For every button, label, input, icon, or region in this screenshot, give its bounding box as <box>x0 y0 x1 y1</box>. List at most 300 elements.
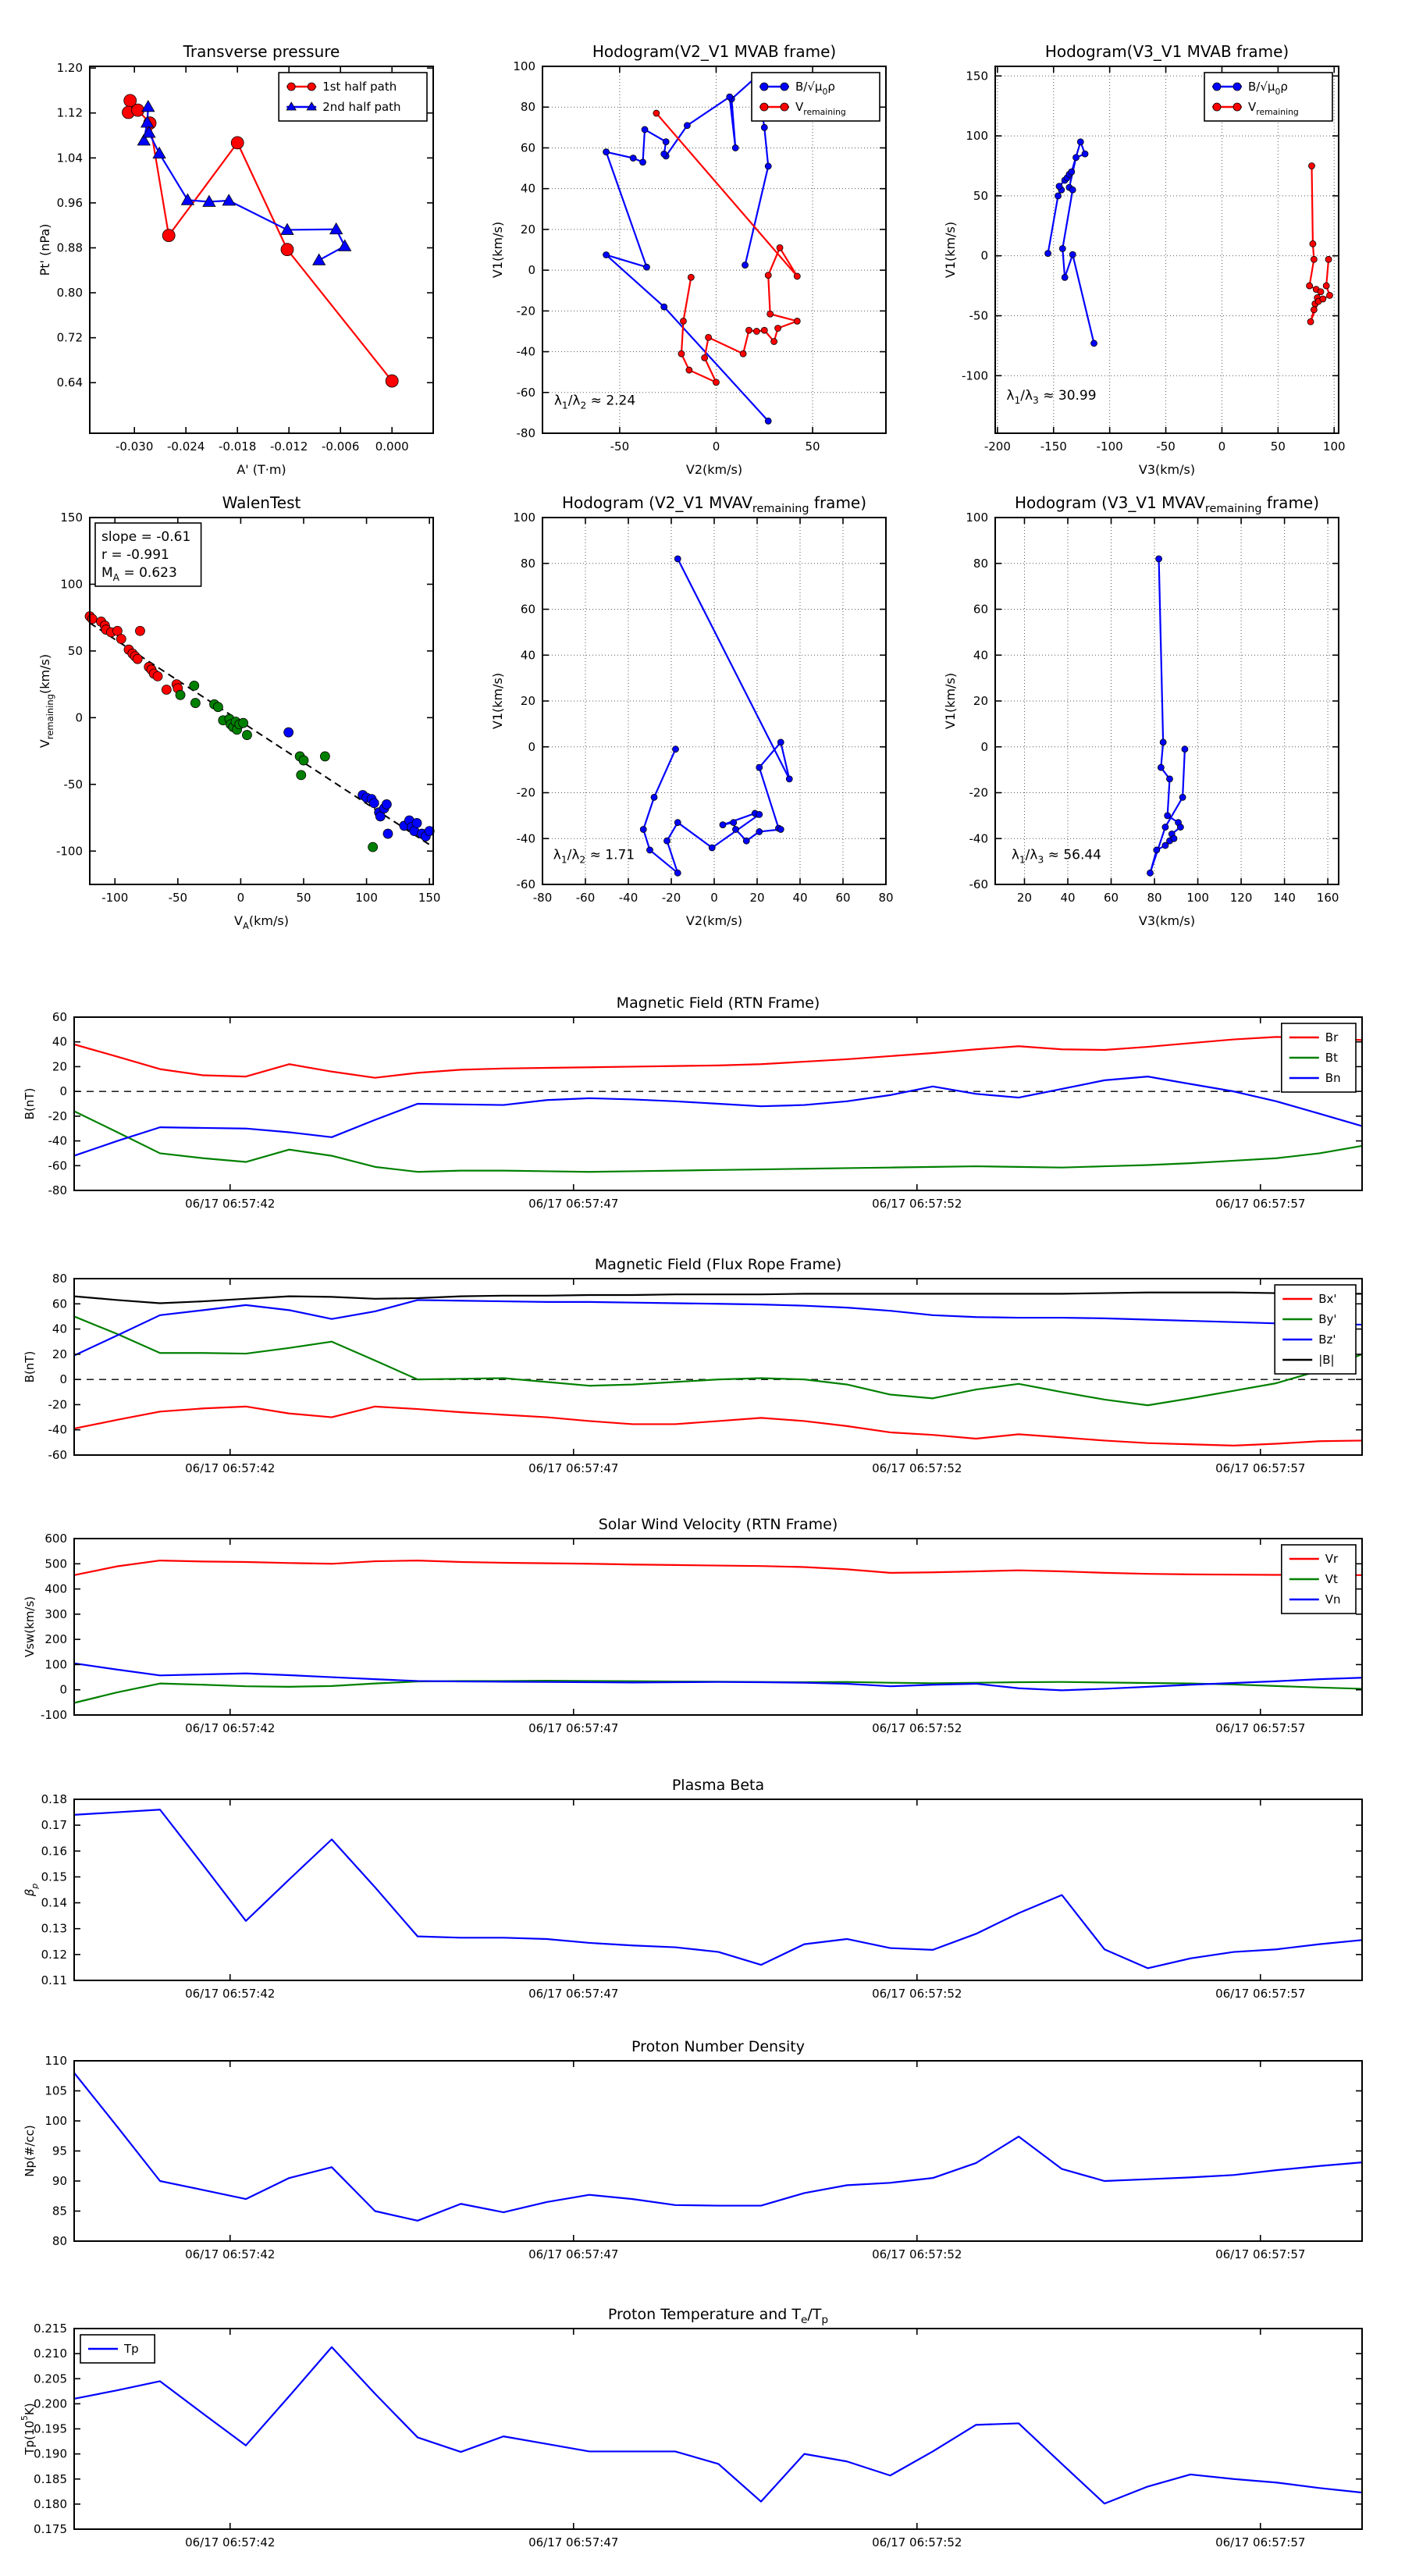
x-tick-label: 0 <box>237 891 245 905</box>
circle-marker <box>1147 870 1153 876</box>
legend-label: $B/√\mu_0\rho$ <box>1248 80 1288 97</box>
circle-marker <box>132 104 144 116</box>
circle-marker <box>653 110 660 116</box>
circle-marker <box>1158 764 1164 770</box>
y-tick-label: 0.11 <box>41 1973 67 1987</box>
circle-marker <box>1171 835 1177 841</box>
legend-label: $V_{remaining}$ <box>795 100 846 117</box>
x-tick-label: 06/17 06:57:52 <box>872 1461 962 1475</box>
y-tick-label: 400 <box>44 1582 67 1596</box>
x-tick-label: -50 <box>1156 439 1176 454</box>
y-tick-label: 60 <box>52 1297 67 1311</box>
legend <box>1204 73 1332 121</box>
circle-marker <box>320 752 329 761</box>
circle-marker <box>1213 103 1221 111</box>
circle-marker <box>794 318 800 324</box>
circle-marker <box>1165 813 1171 819</box>
circle-marker <box>386 375 398 387</box>
y-axis-label: V1(km/s) <box>490 672 505 730</box>
circle-marker <box>297 770 306 780</box>
x-tick-label: 06/17 06:57:47 <box>528 1197 619 1211</box>
circle-marker <box>162 229 175 242</box>
circle-marker <box>1069 251 1076 258</box>
panel-title: Proton Temperature and $T_e/T_p$ <box>607 2306 829 2326</box>
y-tick-label: 0.195 <box>34 2421 67 2436</box>
y-tick-label: -20 <box>516 304 535 318</box>
x-tick-label: 0 <box>1218 439 1226 454</box>
circle-marker <box>190 681 199 690</box>
y-tick-label: 85 <box>52 2204 67 2218</box>
y-tick-label: 50 <box>67 643 83 658</box>
x-tick-label: -100 <box>101 891 129 905</box>
y-tick-label: 0 <box>59 1682 67 1697</box>
x-tick-label: 06/17 06:57:42 <box>185 1987 276 2001</box>
x-tick-label: -50 <box>610 439 630 454</box>
x-tick-label: 80 <box>878 891 894 905</box>
plot-area <box>74 1799 1362 1980</box>
y-tick-label: 150 <box>60 511 83 525</box>
y-axis-label: V1(km/s) <box>490 221 505 279</box>
x-tick-label: 20 <box>749 891 765 905</box>
annotation: $\lambda_1/\lambda_2 \approx 2.24$ <box>553 393 636 411</box>
y-tick-label: -50 <box>63 777 83 792</box>
x-tick-label: 50 <box>805 439 820 454</box>
panel-mag-rtn <box>23 994 1362 1211</box>
y-tick-label: 20 <box>520 222 535 237</box>
circle-marker <box>740 350 746 357</box>
x-tick-label: -0.030 <box>116 439 154 454</box>
y-tick-label: 0 <box>59 1084 67 1099</box>
circle-marker <box>1166 776 1172 782</box>
circle-marker <box>287 83 295 91</box>
y-tick-label: 110 <box>44 2054 67 2068</box>
circle-marker <box>603 149 610 155</box>
legend <box>1282 1023 1356 1092</box>
y-tick-label: 0.80 <box>56 286 83 301</box>
y-tick-label: -60 <box>516 877 535 891</box>
circle-marker <box>1055 193 1062 199</box>
circle-marker <box>674 820 681 826</box>
circle-marker <box>1308 162 1314 169</box>
y-tick-label: 200 <box>44 1632 67 1647</box>
panel-title: Hodogram(V2_V1 MVAB frame) <box>592 42 837 61</box>
circle-marker <box>1233 103 1241 111</box>
panel-hodogram-v3v1-mvab <box>943 42 1346 477</box>
y-tick-label: 0.96 <box>56 195 83 210</box>
circle-marker <box>745 327 752 333</box>
circle-marker <box>1162 824 1168 831</box>
y-tick-label: 0.180 <box>34 2496 67 2511</box>
y-tick-label: 90 <box>52 2174 67 2188</box>
y-axis-label: $Tp(10^5K)$ <box>20 2403 37 2455</box>
circle-marker <box>761 327 767 333</box>
circle-marker <box>1307 283 1313 289</box>
y-tick-label: 60 <box>973 602 988 617</box>
y-tick-label: 1.20 <box>56 61 83 76</box>
circle-marker <box>640 159 646 165</box>
plot-area <box>74 1279 1362 1455</box>
y-tick-label: 20 <box>52 1347 67 1361</box>
y-tick-label: 80 <box>52 1272 67 1286</box>
y-tick-label: -100 <box>961 368 988 383</box>
circle-marker <box>756 764 763 770</box>
circle-marker <box>1311 256 1317 262</box>
y-tick-label: -20 <box>48 1397 67 1412</box>
circle-marker <box>678 350 685 357</box>
y-axis-label: V1(km/s) <box>943 221 958 279</box>
x-tick-label: -0.018 <box>219 439 257 454</box>
panel-hodogram-v2v1-mvab <box>490 42 886 477</box>
circle-marker <box>1323 283 1329 289</box>
circle-marker <box>767 311 774 317</box>
y-tick-label: -20 <box>969 785 988 800</box>
circle-marker <box>702 354 708 361</box>
circle-marker <box>688 274 694 280</box>
y-tick-label: -40 <box>48 1133 67 1148</box>
panel-title: Hodogram (V2_V1 $MVAV_{remaining}$ frame) <box>561 493 867 515</box>
circle-marker <box>643 264 649 270</box>
circle-marker <box>1213 83 1221 91</box>
x-tick-label: 06/17 06:57:57 <box>1215 2535 1306 2549</box>
panel-walen-test <box>37 493 440 931</box>
y-tick-label: 0.210 <box>34 2347 67 2361</box>
legend-label: By' <box>1318 1312 1337 1326</box>
y-tick-label: 80 <box>52 2234 67 2248</box>
circle-marker <box>756 811 763 817</box>
y-tick-label: 100 <box>44 2114 67 2128</box>
y-tick-label: -20 <box>48 1108 67 1123</box>
circle-marker <box>630 155 636 162</box>
stats-line: $M_A = 0.623$ <box>101 565 177 583</box>
y-tick-label: -100 <box>40 1708 67 1722</box>
circle-marker <box>308 83 315 91</box>
y-tick-label: 20 <box>52 1059 67 1074</box>
x-axis-label: V3(km/s) <box>1138 913 1196 928</box>
x-tick-label: 100 <box>355 891 378 905</box>
x-tick-label: 06/17 06:57:57 <box>1215 2247 1306 2261</box>
y-tick-label: 0.190 <box>34 2446 67 2461</box>
circle-marker <box>1318 289 1324 295</box>
y-tick-label: -40 <box>516 344 535 359</box>
y-axis-label: B(nT) <box>23 1087 37 1120</box>
legend-label: Bx' <box>1318 1292 1337 1306</box>
y-tick-label: 0.17 <box>41 1818 67 1833</box>
y-tick-label: 105 <box>44 2083 67 2098</box>
y-axis-label: V1(km/s) <box>943 672 958 730</box>
panel-proton-density <box>23 2038 1362 2261</box>
x-tick-label: 06/17 06:57:57 <box>1215 1721 1306 1735</box>
circle-marker <box>1059 245 1065 251</box>
circle-marker <box>686 367 692 373</box>
circle-marker <box>1062 274 1068 280</box>
y-tick-label: 0 <box>980 248 988 263</box>
x-tick-label: 06/17 06:57:47 <box>528 1461 619 1475</box>
y-tick-label: 60 <box>520 602 535 617</box>
circle-marker <box>383 829 393 838</box>
circle-marker <box>1073 155 1080 161</box>
y-tick-label: 0 <box>528 739 535 754</box>
x-axis-label: V2(km/s) <box>685 462 743 477</box>
y-tick-label: 40 <box>520 648 535 663</box>
circle-marker <box>756 828 763 834</box>
circle-marker <box>1069 187 1076 193</box>
y-tick-label: 0.18 <box>41 1792 67 1806</box>
x-tick-label: 0 <box>712 439 720 454</box>
circle-marker <box>1077 139 1083 145</box>
circle-marker <box>1177 824 1183 831</box>
x-tick-label: 06/17 06:57:42 <box>185 1197 276 1211</box>
y-tick-label: 20 <box>520 694 535 708</box>
x-tick-label: 06/17 06:57:42 <box>185 1461 276 1475</box>
annotation: $\lambda_1/\lambda_2 \approx 1.71$ <box>553 847 635 866</box>
circle-marker <box>1154 847 1160 853</box>
x-tick-label: 120 <box>1229 891 1253 905</box>
y-axis-label: Np(#/cc) <box>23 2125 37 2177</box>
circle-marker <box>760 83 768 91</box>
x-tick-label: -60 <box>575 891 596 905</box>
x-axis-label: V3(km/s) <box>1138 462 1196 477</box>
circle-marker <box>213 703 222 712</box>
y-tick-label: 0.200 <box>34 2396 67 2411</box>
y-tick-label: 0.205 <box>34 2371 67 2386</box>
y-tick-label: 0.175 <box>34 2522 67 2536</box>
y-tick-label: 40 <box>973 648 988 663</box>
y-tick-label: 150 <box>966 69 988 84</box>
circle-marker <box>1056 183 1062 190</box>
panel-title: Magnetic Field (RTN Frame) <box>616 994 820 1012</box>
y-tick-label: 60 <box>520 141 535 155</box>
circle-marker <box>743 838 749 844</box>
legend <box>80 2335 155 2363</box>
y-axis-label: B(nT) <box>23 1350 37 1383</box>
circle-marker <box>231 137 244 149</box>
circle-marker <box>777 739 784 745</box>
x-tick-label: 06/17 06:57:47 <box>528 1721 619 1735</box>
y-tick-label: 0.12 <box>41 1947 67 1962</box>
circle-marker <box>603 252 610 258</box>
panel-hodogram-v2v1-mvav <box>490 493 894 928</box>
circle-marker <box>709 845 715 851</box>
legend-label: $V_{remaining}$ <box>1248 100 1299 117</box>
circle-marker <box>673 746 679 753</box>
y-tick-label: -40 <box>516 831 535 846</box>
x-tick-label: 80 <box>1147 891 1162 905</box>
y-tick-label: 500 <box>44 1557 67 1571</box>
circle-marker <box>1233 83 1241 91</box>
circle-marker <box>284 728 293 737</box>
circle-marker <box>674 870 681 876</box>
y-tick-label: -60 <box>516 385 535 400</box>
y-tick-label: 80 <box>973 556 988 571</box>
circle-marker <box>713 379 719 386</box>
panel-title: Hodogram(V3_V1 MVAB frame) <box>1044 42 1289 61</box>
circle-marker <box>640 827 646 833</box>
x-tick-label: 140 <box>1273 891 1296 905</box>
x-tick-label: 06/17 06:57:57 <box>1215 1197 1306 1211</box>
x-tick-label: 0 <box>710 891 718 905</box>
circle-marker <box>412 818 422 827</box>
legend <box>752 73 880 121</box>
circle-marker <box>1082 151 1088 157</box>
y-tick-label: 100 <box>966 129 988 144</box>
panel-title: WalenTest <box>222 493 301 512</box>
y-tick-label: 1.12 <box>56 105 83 120</box>
circle-marker <box>680 318 686 324</box>
x-tick-label: 160 <box>1316 891 1339 905</box>
y-axis-label: Vsw(km/s) <box>23 1596 37 1658</box>
x-tick-label: 06/17 06:57:52 <box>872 1721 962 1735</box>
circle-marker <box>663 139 669 145</box>
circle-marker <box>1069 169 1075 175</box>
circle-marker <box>727 94 733 100</box>
x-tick-label: -40 <box>618 891 638 905</box>
circle-marker <box>1325 256 1332 262</box>
x-tick-label: 06/17 06:57:52 <box>872 1987 962 2001</box>
circle-marker <box>1307 318 1314 325</box>
y-tick-label: -80 <box>516 426 535 440</box>
y-tick-label: 0.64 <box>56 375 83 390</box>
panel-title: Magnetic Field (Flux Rope Frame) <box>594 1256 842 1273</box>
circle-marker <box>777 827 784 833</box>
circle-marker <box>382 799 391 809</box>
panel-plasma-beta <box>23 1777 1362 2001</box>
legend <box>1275 1285 1356 1374</box>
circle-marker <box>661 151 667 157</box>
circle-marker <box>706 334 712 340</box>
legend-label: Bn <box>1325 1071 1341 1085</box>
x-tick-label: 06/17 06:57:42 <box>185 2247 276 2261</box>
x-tick-label: 100 <box>1186 891 1209 905</box>
circle-marker <box>1045 251 1051 257</box>
y-tick-label: 100 <box>513 511 535 525</box>
circle-marker <box>674 556 681 562</box>
x-tick-label: 06/17 06:57:52 <box>872 1197 962 1211</box>
y-tick-label: 0.215 <box>34 2322 67 2336</box>
x-tick-label: -100 <box>1096 439 1123 454</box>
circle-marker <box>720 822 726 828</box>
legend <box>279 73 427 121</box>
annotation: $\lambda_1/\lambda_3 \approx 30.99$ <box>1006 387 1097 406</box>
circle-marker <box>786 776 792 782</box>
y-tick-label: 20 <box>973 694 988 708</box>
y-tick-label: 0.88 <box>56 240 83 255</box>
x-tick-label: 50 <box>1270 439 1286 454</box>
circle-marker <box>162 685 171 694</box>
circle-marker <box>761 124 767 130</box>
x-tick-label: 06/17 06:57:47 <box>528 2247 619 2261</box>
circle-marker <box>684 123 690 129</box>
x-tick-label: 06/17 06:57:47 <box>528 1987 619 2001</box>
x-axis-label: V2(km/s) <box>685 913 743 928</box>
y-tick-label: -100 <box>55 844 83 859</box>
x-tick-label: 40 <box>1060 891 1076 905</box>
panel-proton-temp <box>20 2306 1362 2549</box>
y-tick-label: 0 <box>528 263 535 278</box>
circle-marker <box>765 163 771 169</box>
circle-marker <box>299 756 308 765</box>
circle-marker <box>775 326 781 332</box>
circle-marker <box>368 842 378 852</box>
panel-hodogram-v3v1-mvav <box>943 493 1339 928</box>
circle-marker <box>1320 296 1326 302</box>
circle-marker <box>1310 240 1316 247</box>
legend-label: Vn <box>1325 1592 1341 1606</box>
x-tick-label: -20 <box>661 891 681 905</box>
circle-marker <box>765 272 771 279</box>
circle-marker <box>733 827 739 833</box>
panel-title: Solar Wind Velocity (RTN Frame) <box>598 1516 838 1533</box>
x-tick-label: 40 <box>792 891 808 905</box>
circle-marker <box>753 328 759 334</box>
x-tick-label: 0.000 <box>375 439 409 454</box>
circle-marker <box>742 262 749 269</box>
panel-velocity-rtn <box>23 1516 1362 1735</box>
x-tick-label: 06/17 06:57:57 <box>1215 1987 1306 2001</box>
legend-label: Vr <box>1325 1552 1339 1566</box>
x-tick-label: 20 <box>1016 891 1033 905</box>
circle-marker <box>794 273 800 279</box>
x-tick-label: -80 <box>532 891 553 905</box>
plot-area <box>74 2329 1362 2529</box>
y-tick-label: -80 <box>48 1183 67 1197</box>
x-tick-label: 06/17 06:57:42 <box>185 1721 276 1735</box>
legend-label: Bt <box>1325 1051 1338 1065</box>
y-tick-label: 80 <box>520 100 535 115</box>
circle-marker <box>176 690 185 699</box>
panel-title: Hodogram (V3_V1 $MVAV_{remaining}$ frame) <box>1014 493 1320 515</box>
circle-marker <box>642 126 648 133</box>
circle-marker <box>765 418 771 424</box>
y-tick-label: -60 <box>48 1448 67 1462</box>
plot-area <box>74 2061 1362 2241</box>
x-tick-label: 06/17 06:57:57 <box>1215 1461 1306 1475</box>
x-tick-label: 100 <box>1322 439 1346 454</box>
y-tick-label: 0.72 <box>56 330 83 345</box>
panel-mag-fluxrope <box>23 1256 1362 1475</box>
y-tick-label: 0 <box>75 710 83 725</box>
legend-label: Tp <box>124 2342 139 2356</box>
circle-marker <box>116 635 126 644</box>
y-tick-label: -50 <box>969 308 988 323</box>
legend <box>1282 1545 1356 1614</box>
x-tick-label: 06/17 06:57:52 <box>872 2535 962 2549</box>
circle-marker <box>242 731 251 740</box>
y-tick-label: 40 <box>52 1034 67 1049</box>
legend-label: Br <box>1325 1030 1339 1044</box>
legend-label: Bz' <box>1318 1332 1336 1347</box>
y-tick-label: 0.14 <box>41 1895 67 1910</box>
y-axis-label: $\beta_p$ <box>23 1883 40 1897</box>
circle-marker <box>651 794 657 800</box>
circle-marker <box>1311 307 1317 313</box>
y-tick-label: 0.185 <box>34 2471 67 2486</box>
circle-marker <box>781 103 788 111</box>
y-tick-label: 600 <box>44 1532 67 1546</box>
circle-marker <box>760 103 768 111</box>
y-tick-label: 80 <box>520 556 535 571</box>
y-axis-label: Pt' (nPa) <box>37 223 52 276</box>
circle-marker <box>369 799 379 808</box>
x-tick-label: -200 <box>984 439 1011 454</box>
x-tick-label: 06/17 06:57:52 <box>872 2247 962 2261</box>
legend-label: 2nd half path <box>322 100 401 114</box>
y-tick-label: 1.04 <box>56 151 83 165</box>
circle-marker <box>647 847 653 853</box>
circle-marker <box>133 654 142 664</box>
circle-marker <box>239 718 248 728</box>
x-tick-label: 50 <box>296 891 311 905</box>
y-tick-label: -40 <box>969 831 988 846</box>
